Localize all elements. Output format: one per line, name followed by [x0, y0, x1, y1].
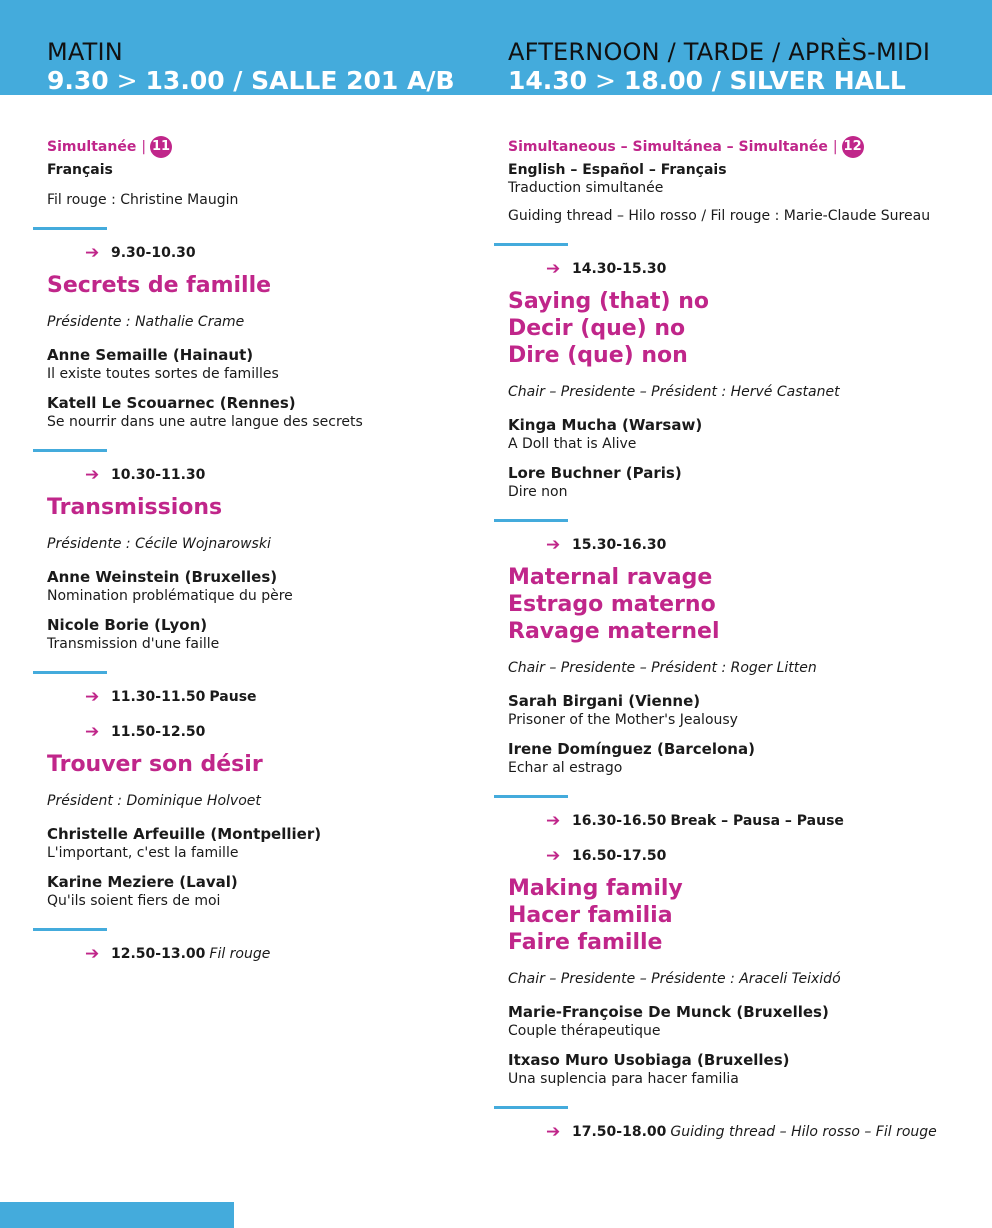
time-range: 11.30-11.50: [111, 689, 206, 705]
session-title: [47, 272, 477, 299]
arrow-right-icon: ➔: [85, 243, 100, 263]
time-slot: [85, 244, 477, 262]
talk-title: Couple thérapeutique: [508, 1023, 661, 1039]
talk-title: Prisoner of the Mother's Jealousy: [508, 712, 738, 728]
speaker-name: Marie-Françoise De Munck (Bruxelles): [508, 1003, 829, 1021]
header-left-schedule: [47, 66, 455, 96]
divider: [33, 227, 107, 230]
header-right-gt: >: [587, 66, 624, 95]
session-chair: Chair – Presidente – Président : Hervé Castanet: [508, 384, 840, 400]
arrow-right-icon: ➔: [546, 811, 561, 831]
talk-title: L'important, c'est la famille: [47, 845, 239, 861]
time-range: 17.50-18.00: [572, 1124, 667, 1140]
language: Français: [47, 162, 113, 178]
simultaneous-label-row: [508, 136, 978, 158]
arrow-right-icon: ➔: [85, 722, 100, 742]
arrow-right-icon: ➔: [85, 687, 100, 707]
talk-title: A Doll that is Alive: [508, 436, 637, 452]
speaker: [508, 1002, 978, 1040]
speaker-name: Kinga Mucha (Warsaw): [508, 416, 703, 434]
speaker-name: Lore Buchner (Paris): [508, 464, 682, 482]
arrow-right-icon: ➔: [546, 846, 561, 866]
afternoon-column: [508, 128, 978, 1141]
header-left-title: MATIN: [47, 38, 123, 66]
arrow-right-icon: ➔: [546, 259, 561, 279]
time-range: 15.30-16.30: [572, 537, 667, 553]
talk-title: Echar al estrago: [508, 760, 623, 776]
speaker-name: Itxaso Muro Usobiaga (Bruxelles): [508, 1051, 790, 1069]
speaker-name: Anne Weinstein (Bruxelles): [47, 568, 278, 586]
time-range: 9.30-10.30: [111, 245, 196, 261]
header-left-start: 9.30: [47, 66, 109, 95]
time-range: 16.30-16.50: [572, 813, 667, 829]
session-title-line: Dire (que) non: [508, 343, 688, 368]
speaker: [508, 691, 978, 729]
speaker: [47, 824, 477, 862]
speaker-name: Karine Meziere (Laval): [47, 873, 238, 891]
talk-title: Nomination problématique du père: [47, 588, 293, 604]
session-title: [47, 751, 477, 778]
session-title-line: Saying (that) no: [508, 289, 710, 314]
divider: [494, 795, 568, 798]
speaker: [508, 739, 978, 777]
header-right: [508, 38, 930, 96]
session-title-line: Ravage maternel: [508, 619, 720, 644]
divider: [494, 243, 568, 246]
speaker-name: Katell Le Scouarnec (Rennes): [47, 394, 296, 412]
talk-title: Una suplencia para hacer familia: [508, 1071, 739, 1087]
session-title: [508, 564, 978, 645]
speaker: [47, 872, 477, 910]
session-chair: Chair – Presidente – Président : Roger Litten: [508, 660, 817, 676]
session-number-badge: 11: [150, 136, 172, 158]
simultaneous-label: Simultaneous – Simultánea – Simultanée: [508, 139, 828, 155]
header-right-rest: 18.00 / SILVER HALL: [623, 66, 906, 95]
session-chair: Président : Dominique Holvoet: [47, 793, 261, 809]
session-title-line: Secrets de famille: [47, 273, 272, 298]
time-slot: [85, 466, 477, 484]
header-right-start: 14.30: [508, 66, 588, 95]
session-chair: Chair – Presidente – Présidente : Araceli Teixidó: [508, 971, 841, 987]
talk-title: Transmission d'une faille: [47, 636, 220, 652]
time-range: 11.50-12.50: [111, 724, 206, 740]
closing-label: Guiding thread – Hilo rosso – Fil rouge: [670, 1124, 937, 1140]
time-range: 10.30-11.30: [111, 467, 206, 483]
pause-label: Break – Pausa – Pause: [670, 813, 844, 829]
guiding-thread: Guiding thread – Hilo rosso / Fil rouge : Marie-Claude Sureau: [508, 208, 931, 224]
talk-title: Se nourrir dans une autre langue des secrets: [47, 414, 363, 430]
talk-title: Dire non: [508, 484, 568, 500]
time-range: 16.50-17.50: [572, 848, 667, 864]
header-right-title: AFTERNOON / TARDE / APRÈS-MIDI: [508, 38, 931, 66]
header-right-schedule: [508, 66, 930, 96]
time-slot: [546, 260, 978, 278]
speaker: [508, 415, 978, 453]
guiding-thread: Fil rouge : Christine Maugin: [47, 192, 239, 208]
speaker-name: Anne Semaille (Hainaut): [47, 346, 254, 364]
speaker-name: Irene Domínguez (Barcelona): [508, 740, 755, 758]
session-title: [508, 875, 978, 956]
speaker-name: Christelle Arfeuille (Montpellier): [47, 825, 322, 843]
speaker-name: Sarah Birgani (Vienne): [508, 692, 701, 710]
session-title-line: Maternal ravage: [508, 565, 713, 590]
session-title-line: Faire famille: [508, 930, 663, 955]
arrow-right-icon: ➔: [546, 1122, 561, 1142]
time-slot: [546, 847, 978, 865]
time-slot: [546, 536, 978, 554]
speaker: [47, 615, 477, 653]
time-range: 14.30-15.30: [572, 261, 667, 277]
speaker: [47, 345, 477, 383]
header-left-gt: >: [108, 66, 146, 95]
separator: |: [832, 139, 838, 155]
time-slot: [85, 723, 477, 741]
speaker: [47, 393, 477, 431]
talk-title: Qu'ils soient fiers de moi: [47, 893, 221, 909]
speaker-name: Nicole Borie (Lyon): [47, 616, 208, 634]
speaker: [508, 1050, 978, 1088]
session-chair: Présidente : Cécile Wojnarowski: [47, 536, 271, 552]
closing-slot: [85, 945, 477, 963]
session-title-line: Making family: [508, 876, 683, 901]
divider: [33, 671, 107, 674]
header-left: [47, 38, 455, 96]
divider: [494, 519, 568, 522]
languages: English – Español – Français: [508, 162, 727, 178]
separator: |: [141, 139, 147, 155]
pause-slot: [85, 688, 477, 706]
session-title: [508, 288, 978, 369]
translation-note: Traduction simultanée: [508, 180, 664, 196]
arrow-right-icon: ➔: [85, 465, 100, 485]
talk-title: Il existe toutes sortes de familles: [47, 366, 279, 382]
session-title: [47, 494, 477, 521]
session-title-line: Estrago materno: [508, 592, 716, 617]
session-title-line: Decir (que) no: [508, 316, 686, 341]
divider: [33, 449, 107, 452]
arrow-right-icon: ➔: [546, 535, 561, 555]
morning-column: [47, 128, 477, 963]
session-title-line: Hacer familia: [508, 903, 673, 928]
pause-slot: [546, 812, 978, 830]
speaker: [47, 567, 477, 605]
simultaneous-label-row: [47, 136, 477, 158]
time-range: 12.50-13.00: [111, 946, 206, 962]
closing-label: Fil rouge: [209, 946, 271, 962]
session-chair: Présidente : Nathalie Crame: [47, 314, 245, 330]
divider: [494, 1106, 568, 1109]
pause-label: Pause: [209, 689, 257, 705]
header-band: [0, 0, 992, 95]
session-number-badge: 12: [842, 136, 864, 158]
footer-band: [0, 1202, 234, 1228]
session-title-line: Trouver son désir: [47, 752, 263, 777]
header-left-rest: 13.00 / SALLE 201 A/B: [145, 66, 455, 95]
divider: [33, 928, 107, 931]
simultaneous-label: Simultanée: [47, 139, 137, 155]
arrow-right-icon: ➔: [85, 944, 100, 964]
session-title-line: Transmissions: [47, 495, 223, 520]
speaker: [508, 463, 978, 501]
closing-slot: [546, 1123, 978, 1141]
